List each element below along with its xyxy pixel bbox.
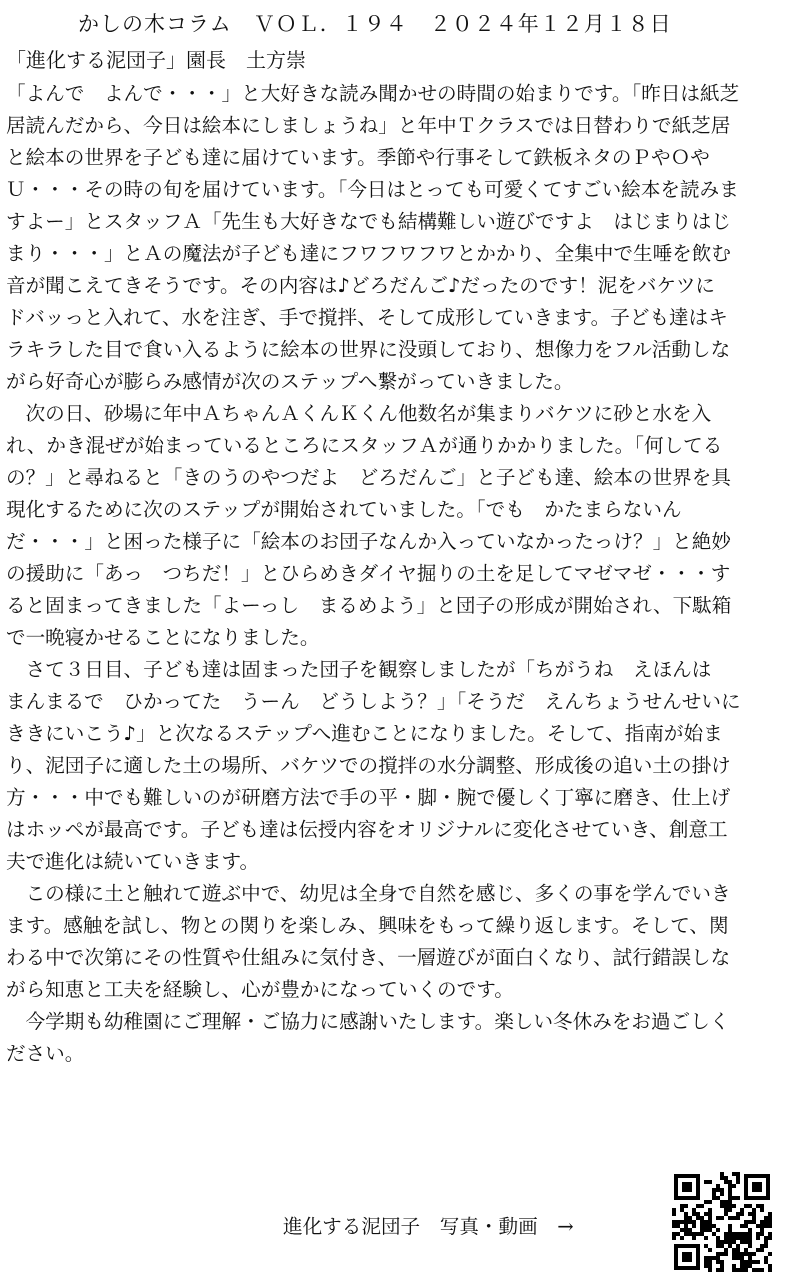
body-line: ききにいこう♪」と次なるステップへ進むことになりました。そして、指南が始ま (6, 722, 723, 745)
body-line: ます。感触を試し、物との関りを楽しみ、興味をもって繰り返します。そして、関 (6, 914, 729, 937)
column-byline: 「進化する泥団子」園長 土方崇 (6, 48, 306, 72)
body-line: まんまるで ひかってた うーん どうしよう？」「そうだ えんちょうせんせいに (6, 690, 741, 713)
column-body (6, 78, 796, 1070)
body-line: だ・・・」と困った様子に「絵本のお団子なんか入っていなかったっけ？」と絶妙 (6, 530, 731, 553)
body-line: 音が聞こえてきそうです。その内容は♪どろだんご♪だったのです！泥をバケツに (6, 274, 716, 297)
body-line: り、泥団子に適した土の場所、バケツでの撹拌の水分調整、形成後の追い土の掛け (6, 754, 731, 777)
body-line: この様に土と触れて遊ぶ中で、幼児は全身で自然を感じ、多くの事を学んでいき (6, 882, 731, 905)
photo-video-link[interactable]: 進化する泥団子 写真・動画 → (283, 1215, 574, 1238)
body-line: 夫で進化は続いていきます。 (6, 850, 260, 873)
body-line: 現化するために次のステップが開始されていました。「でも かたまらないん (6, 498, 682, 521)
body-line: の援助に「あっ つちだ！」とひらめきダイヤ掘りの土を足してマゼマゼ・・・す (6, 562, 731, 585)
body-line: 「よんで よんで・・・」と大好きな読み聞かせの時間の始まりです。「昨日は紙芝 (6, 82, 740, 105)
body-line: 居読んだから、今日は絵本にしましょうね」と年中Ｔクラスでは日替わりで紙芝居 (6, 114, 731, 137)
body-line: がら好奇心が膨らみ感情が次のステップへ繋がっていきました。 (6, 370, 574, 393)
body-line: がら知恵と工夫を経験し、心が豊かになっていくのです。 (6, 978, 514, 1001)
body-line: すよー」とスタッフＡ「先生も大好きなでも結構難しい遊びですよ はじまりはじ (6, 210, 731, 233)
body-line: 今学期も幼稚園にご理解・ご協力に感謝いたします。楽しい冬休みをお過ごしく (6, 1010, 730, 1033)
body-line: と絵本の世界を子ども達に届けています。季節や行事そして鉄板ネタのＰやＯや (6, 146, 710, 169)
body-line: はホッペが最高です。子ども達は伝授内容をオリジナルに変化させていき、創意工 (6, 818, 728, 841)
body-line: 次の日、砂場に年中ＡちゃんＡくんＫくん他数名が集まりバケツに砂と水を入 (6, 402, 712, 425)
body-line: ると固まってきました「よーっし まるめよう」と団子の形成が開始され、下駄箱 (6, 594, 732, 617)
column-header: かしの木コラム ＶＯＬ．１９４ ２０２４年１２月１８日 (78, 12, 672, 36)
body-line: ラキラした目で食い入るように絵本の世界に没頭しており、想像力をフル活動しな (6, 338, 731, 361)
qr-code-icon[interactable] (672, 1172, 772, 1272)
body-line: の？」と尋ねると「きのうのやつだよ どろだんご」と子ども達、絵本の世界を具 (6, 466, 731, 489)
body-line: ださい。 (6, 1042, 85, 1065)
body-line: さて３日目、子ども達は固まった団子を観察しましたが「ちがうね えほんは (6, 658, 712, 681)
body-line: で一晩寝かせることになりました。 (6, 626, 320, 649)
body-line: まり・・・」とＡの魔法が子ども達にフワフワフワとかかり、全集中で生唾を飲む (6, 242, 731, 265)
body-line: Ｕ・・・その時の旬を届けています。「今日はとっても可愛くてすごい絵本を読みま (6, 178, 739, 201)
body-line: ドバッっと入れて、水を注ぎ、手で撹拌、そして成形していきます。子ども達はキ (6, 306, 728, 329)
body-line: わる中で次第にその性質や仕組みに気付き、一層遊びが面白くなり、試行錯誤しな (6, 946, 731, 969)
body-line: 方・・・中でも難しいのが研磨方法で手の平・脚・腕で優しく丁寧に磨き、仕上げ (6, 786, 731, 809)
body-line: れ、かき混ぜが始まっているところにスタッフＡが通りかかりました。「何してる (6, 434, 723, 457)
